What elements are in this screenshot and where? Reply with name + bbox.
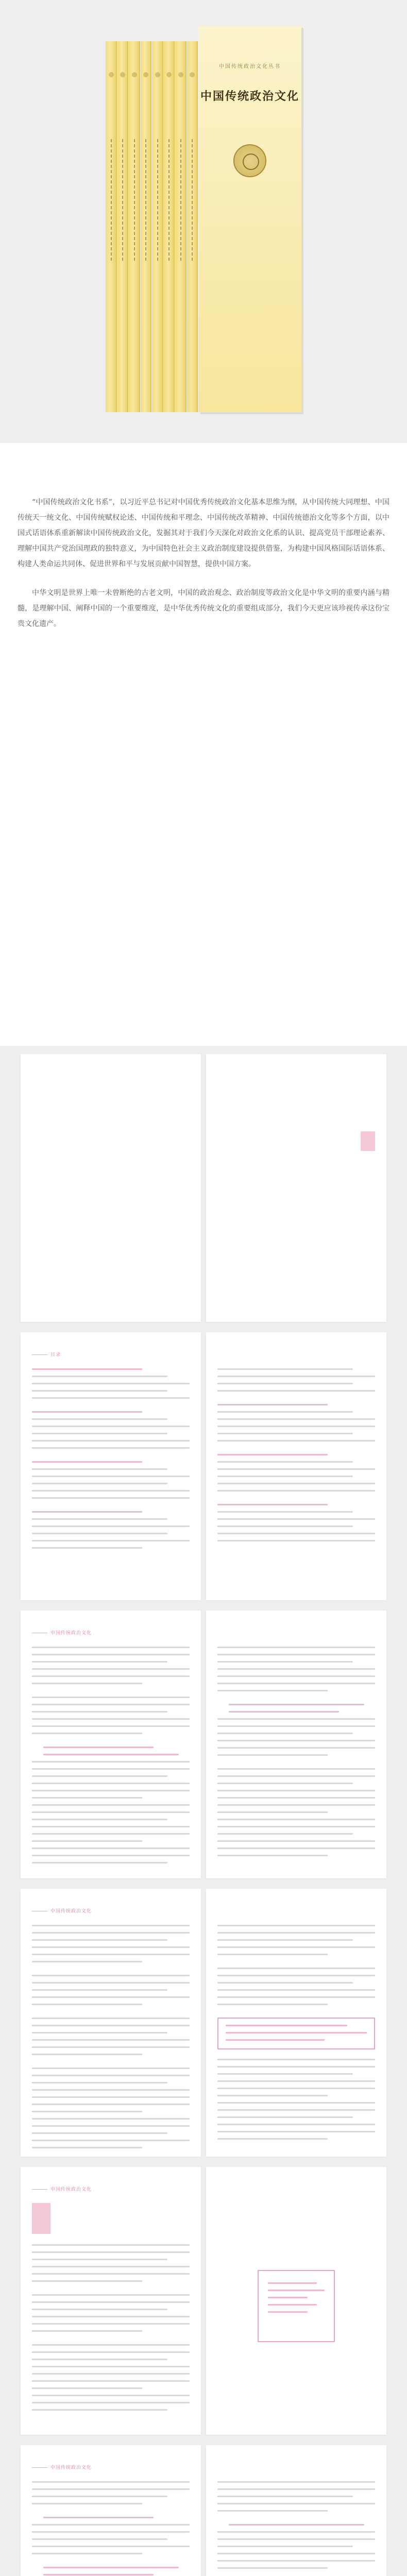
body-text-lines	[32, 2481, 190, 2576]
box-front-cover	[198, 26, 301, 412]
cover-series-name: 中国传统政治文化丛书	[219, 64, 281, 70]
toc-lines	[217, 1368, 375, 1547]
book-box-set-image	[106, 26, 301, 417]
page-body-left	[21, 2445, 201, 2576]
body-text-lines	[32, 2244, 190, 2416]
page-half-title	[206, 1054, 386, 1322]
book-spine	[106, 41, 117, 412]
book-spine	[141, 41, 152, 412]
page-body-right	[206, 1889, 386, 2157]
page-header: 中国传统政治文化	[32, 1907, 92, 1914]
page-body-left	[21, 1611, 201, 1878]
intro-paragraph-1: “中国传统政治文化书系”，以习近平总书记对中国优秀传统政治文化基本思维为纲，从中国传统大同理想、中国传统天一统文化、中国传统赋权论述、中国传统和平理念、中国传统改革精神、中国传统德治文化等多个方面，以中国式话语体系重新解读中国传统政治文化，发掘其对于我们今天深化对政治文化系的认识、提高党员干部理论素养、理解中国共产党治国理政的独特意义，为中国特色社会主义政治制度建设提供借鉴，为构建中国风格国际话语体系、构建人类命运共同体、促进世界和平与发展贡献中国智慧，提供中国方案。	[18, 498, 389, 568]
page-chapter-end	[21, 2167, 201, 2435]
cover-emblem-icon	[233, 144, 266, 177]
page-header: 中国传统政治文化	[32, 2464, 92, 2470]
book-spine	[117, 41, 129, 412]
intro-section	[0, 443, 407, 1046]
page-header: 中国传统政治文化	[32, 1629, 92, 1636]
page-body-right	[206, 1611, 386, 1878]
body-text-lines	[217, 1647, 375, 1862]
page-body-right	[206, 2445, 386, 2576]
book-spines	[106, 41, 198, 412]
book-spine	[175, 41, 186, 412]
chapter-tag	[32, 2203, 50, 2234]
page-header: 中国传统政治文化	[32, 2185, 92, 2192]
intro-text	[18, 495, 389, 645]
book-spine	[152, 41, 163, 412]
body-text-lines	[217, 1925, 375, 2018]
book-spreads-section	[0, 1046, 407, 2576]
hero-section	[0, 0, 407, 443]
page-header: 目录	[32, 1351, 61, 1358]
body-text-lines	[217, 2059, 375, 2145]
body-text-lines	[32, 1925, 190, 2154]
cover-title: 中国传统政治文化	[200, 90, 299, 103]
intro-paragraph-2: 中华文明是世界上唯一未曾断绝的古老文明，中国的政治观念、政治制度等政治文化是中华文明的重要内涵与精髓，是理解中国、阐释中国的一个重要维度，是中华优秀传统文化的重要组成部分，我们今天更应该珍视传承这份宝贵文化遗产。	[18, 589, 389, 628]
page-blank	[21, 1054, 201, 1322]
page-chapter-opener	[206, 2167, 386, 2435]
book-spine	[164, 41, 175, 412]
page-body-left	[21, 1889, 201, 2157]
page-seal-icon	[361, 1131, 375, 1151]
page-toc-left	[21, 1332, 201, 1600]
page-toc-right	[206, 1332, 386, 1600]
body-text-lines	[32, 1647, 190, 1869]
book-spine	[129, 41, 140, 412]
quote-box	[217, 2018, 375, 2049]
body-text-lines	[217, 2481, 375, 2576]
toc-lines	[32, 1368, 190, 1554]
book-spine	[187, 41, 198, 412]
chapter-title-box	[258, 2270, 335, 2342]
